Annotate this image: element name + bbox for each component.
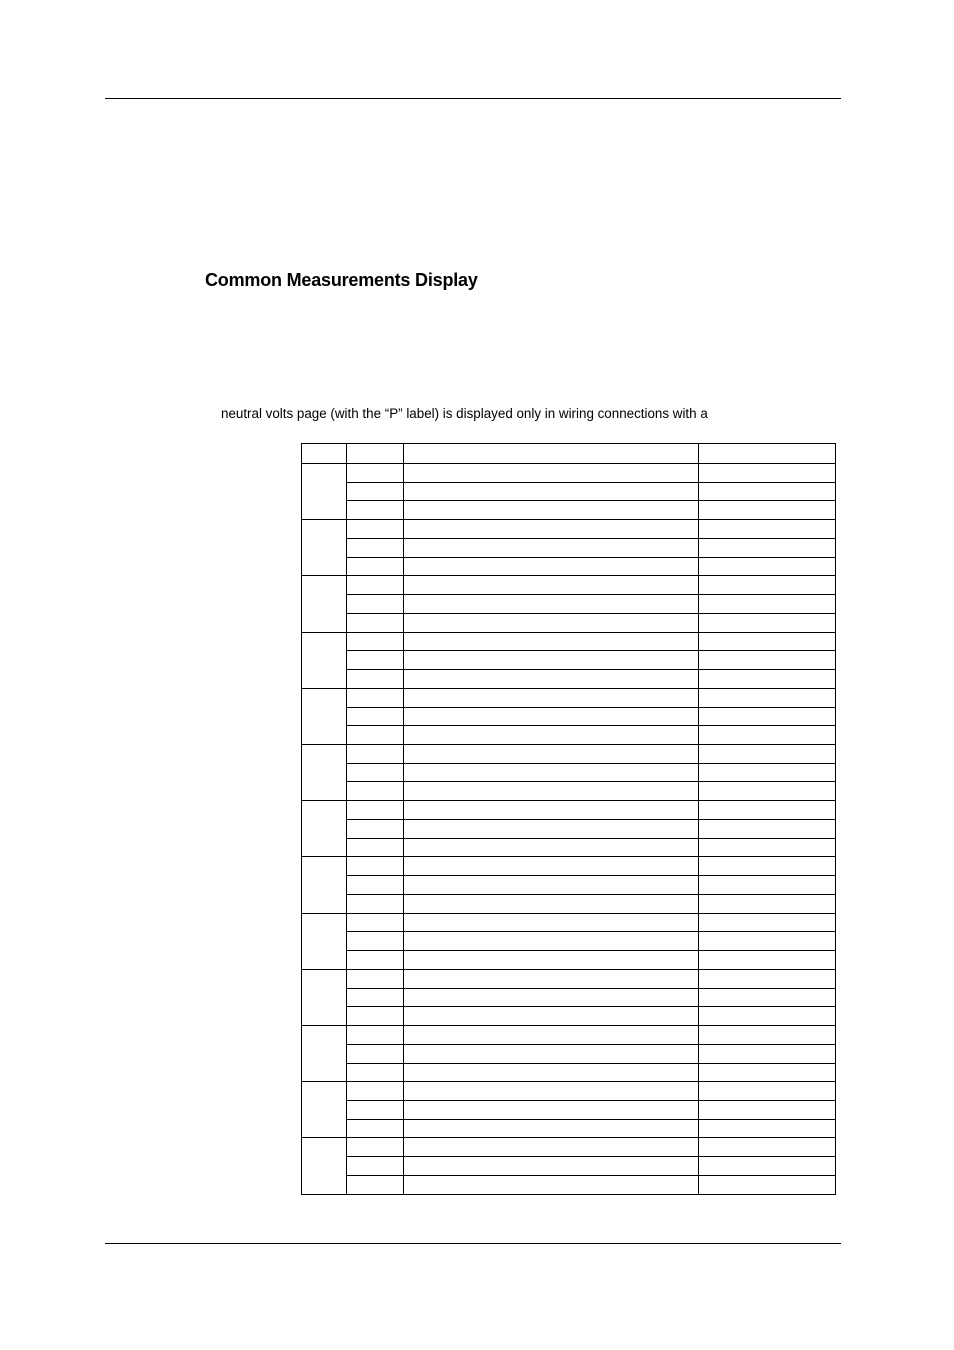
- table-cell-unit: [699, 707, 836, 726]
- section-heading: Common Measurements Display: [205, 270, 478, 290]
- table-cell-line: [347, 501, 404, 520]
- table-cell-unit: [699, 538, 836, 557]
- table-row: [302, 1175, 836, 1194]
- table-cell-parameter: [404, 1138, 699, 1157]
- table-row: [302, 501, 836, 520]
- table-cell-page-group: [302, 1026, 347, 1082]
- table-cell-unit: [699, 613, 836, 632]
- table-cell-parameter: [404, 520, 699, 539]
- table-cell-line: [347, 782, 404, 801]
- table-cell-line: [347, 988, 404, 1007]
- table-cell-line: [347, 1007, 404, 1026]
- table-cell-parameter: [404, 576, 699, 595]
- table-row: [302, 1007, 836, 1026]
- table-cell-page-group: [302, 969, 347, 1025]
- header-cell-parameter: [404, 444, 699, 464]
- table-cell-unit: [699, 1063, 836, 1082]
- table-cell-parameter: [404, 1026, 699, 1045]
- table-cell-parameter: [404, 1082, 699, 1101]
- table-row: [302, 969, 836, 988]
- table-cell-line: [347, 557, 404, 576]
- table-cell-unit: [699, 763, 836, 782]
- table-body: [302, 464, 836, 1195]
- table-cell-parameter: [404, 745, 699, 764]
- table-cell-line: [347, 1100, 404, 1119]
- table-cell-parameter: [404, 613, 699, 632]
- table-cell-unit: [699, 1044, 836, 1063]
- table-row: [302, 557, 836, 576]
- table-cell-unit: [699, 745, 836, 764]
- table-row: [302, 1100, 836, 1119]
- table-row: [302, 632, 836, 651]
- table-cell-line: [347, 894, 404, 913]
- table-cell-unit: [699, 782, 836, 801]
- table-cell-parameter: [404, 1044, 699, 1063]
- table-cell-parameter: [404, 838, 699, 857]
- table-cell-unit: [699, 557, 836, 576]
- table-cell-parameter: [404, 688, 699, 707]
- table-row: [302, 613, 836, 632]
- table-cell-line: [347, 1044, 404, 1063]
- table-cell-unit: [699, 520, 836, 539]
- table-cell-line: [347, 857, 404, 876]
- table-cell-parameter: [404, 557, 699, 576]
- table-cell-parameter: [404, 595, 699, 614]
- table-cell-line: [347, 951, 404, 970]
- table-row: [302, 520, 836, 539]
- table-cell-parameter: [404, 988, 699, 1007]
- table-cell-parameter: [404, 951, 699, 970]
- table-cell-page-group: [302, 688, 347, 744]
- table-cell-page-group: [302, 520, 347, 576]
- table-cell-parameter: [404, 801, 699, 820]
- table-cell-line: [347, 520, 404, 539]
- table-cell-page-group: [302, 857, 347, 913]
- table-cell-line: [347, 1175, 404, 1194]
- table-row: [302, 988, 836, 1007]
- table-row: [302, 932, 836, 951]
- table-cell-unit: [699, 857, 836, 876]
- table-cell-parameter: [404, 913, 699, 932]
- table-row: [302, 1157, 836, 1176]
- table-cell-unit: [699, 969, 836, 988]
- table-row: [302, 763, 836, 782]
- table-row: [302, 1026, 836, 1045]
- table-row: [302, 782, 836, 801]
- table-cell-unit: [699, 951, 836, 970]
- table-cell-parameter: [404, 932, 699, 951]
- table-cell-unit: [699, 932, 836, 951]
- footer-rule: [105, 1243, 841, 1244]
- table-row: [302, 482, 836, 501]
- table-row: [302, 688, 836, 707]
- table-cell-line: [347, 1082, 404, 1101]
- table-cell-unit: [699, 651, 836, 670]
- table-cell-parameter: [404, 857, 699, 876]
- table-cell-page-group: [302, 1082, 347, 1138]
- table-cell-line: [347, 632, 404, 651]
- table-cell-parameter: [404, 501, 699, 520]
- table-cell-line: [347, 538, 404, 557]
- table-cell-parameter: [404, 1007, 699, 1026]
- table-row: [302, 1119, 836, 1138]
- table-cell-unit: [699, 1157, 836, 1176]
- table-cell-parameter: [404, 969, 699, 988]
- table-cell-unit: [699, 988, 836, 1007]
- table-cell-unit: [699, 688, 836, 707]
- table-cell-page-group: [302, 632, 347, 688]
- table-cell-line: [347, 576, 404, 595]
- table-cell-line: [347, 464, 404, 483]
- table-cell-line: [347, 1063, 404, 1082]
- table-cell-parameter: [404, 464, 699, 483]
- table-cell-line: [347, 1026, 404, 1045]
- table-cell-unit: [699, 894, 836, 913]
- table-cell-parameter: [404, 876, 699, 895]
- table-cell-unit: [699, 1026, 836, 1045]
- table-row: [302, 726, 836, 745]
- table-row: [302, 951, 836, 970]
- table-row: [302, 464, 836, 483]
- table-cell-parameter: [404, 782, 699, 801]
- header-cell-unit: [699, 444, 836, 464]
- table-row: [302, 913, 836, 932]
- table-cell-line: [347, 745, 404, 764]
- table-cell-parameter: [404, 726, 699, 745]
- table-cell-unit: [699, 801, 836, 820]
- table-row: [302, 576, 836, 595]
- table-cell-parameter: [404, 651, 699, 670]
- table-cell-parameter: [404, 632, 699, 651]
- table-cell-unit: [699, 1175, 836, 1194]
- table-row: [302, 819, 836, 838]
- table-cell-page-group: [302, 464, 347, 520]
- table-row: [302, 801, 836, 820]
- table-cell-parameter: [404, 482, 699, 501]
- table-cell-unit: [699, 1119, 836, 1138]
- header-rule: [105, 98, 841, 99]
- table-cell-line: [347, 595, 404, 614]
- table-cell-unit: [699, 913, 836, 932]
- table-row: [302, 857, 836, 876]
- table-row: [302, 1044, 836, 1063]
- table-cell-unit: [699, 726, 836, 745]
- table-cell-unit: [699, 819, 836, 838]
- table-cell-unit: [699, 501, 836, 520]
- table-row: [302, 595, 836, 614]
- table-cell-line: [347, 913, 404, 932]
- table-cell-unit: [699, 670, 836, 689]
- table-row: [302, 707, 836, 726]
- table-cell-unit: [699, 576, 836, 595]
- table-row: [302, 651, 836, 670]
- table-cell-unit: [699, 1138, 836, 1157]
- table-cell-line: [347, 726, 404, 745]
- table-cell-line: [347, 801, 404, 820]
- table-row: [302, 876, 836, 895]
- table-cell-line: [347, 1157, 404, 1176]
- table-cell-line: [347, 1138, 404, 1157]
- table-cell-parameter: [404, 763, 699, 782]
- table-cell-page-group: [302, 745, 347, 801]
- table-row: [302, 1063, 836, 1082]
- table-cell-parameter: [404, 707, 699, 726]
- table-cell-line: [347, 651, 404, 670]
- table-cell-line: [347, 932, 404, 951]
- table-cell-line: [347, 838, 404, 857]
- table-cell-parameter: [404, 894, 699, 913]
- table-row: [302, 894, 836, 913]
- measurements-table: [301, 443, 836, 1195]
- header-cell-page: [302, 444, 347, 464]
- table-row: [302, 670, 836, 689]
- table-cell-line: [347, 876, 404, 895]
- body-paragraph: neutral volts page (with the “P” label) is displayed only in wiring connections with a: [221, 406, 708, 421]
- table-cell-parameter: [404, 1175, 699, 1194]
- table-header-row: [302, 444, 836, 464]
- table-cell-line: [347, 707, 404, 726]
- table-cell-unit: [699, 464, 836, 483]
- table-row: [302, 745, 836, 764]
- table-cell-line: [347, 482, 404, 501]
- table-cell-parameter: [404, 538, 699, 557]
- table-cell-page-group: [302, 913, 347, 969]
- table-cell-line: [347, 969, 404, 988]
- table-cell-page-group: [302, 576, 347, 632]
- table-cell-line: [347, 688, 404, 707]
- table-cell-parameter: [404, 1157, 699, 1176]
- table-cell-line: [347, 763, 404, 782]
- table-cell-line: [347, 613, 404, 632]
- table-row: [302, 538, 836, 557]
- table-cell-parameter: [404, 1100, 699, 1119]
- table-cell-line: [347, 1119, 404, 1138]
- table-cell-parameter: [404, 819, 699, 838]
- table-cell-unit: [699, 1082, 836, 1101]
- table-cell-parameter: [404, 1063, 699, 1082]
- table-cell-parameter: [404, 670, 699, 689]
- table-cell-unit: [699, 838, 836, 857]
- table-cell-unit: [699, 1007, 836, 1026]
- table-row: [302, 1138, 836, 1157]
- table-cell-unit: [699, 1100, 836, 1119]
- table-cell-page-group: [302, 801, 347, 857]
- table-row: [302, 1082, 836, 1101]
- table-cell-parameter: [404, 1119, 699, 1138]
- header-cell-line: [347, 444, 404, 464]
- table-row: [302, 838, 836, 857]
- table-cell-page-group: [302, 1138, 347, 1194]
- table-cell-unit: [699, 876, 836, 895]
- table-cell-line: [347, 819, 404, 838]
- table-cell-unit: [699, 482, 836, 501]
- table-cell-unit: [699, 595, 836, 614]
- table-cell-line: [347, 670, 404, 689]
- table-cell-unit: [699, 632, 836, 651]
